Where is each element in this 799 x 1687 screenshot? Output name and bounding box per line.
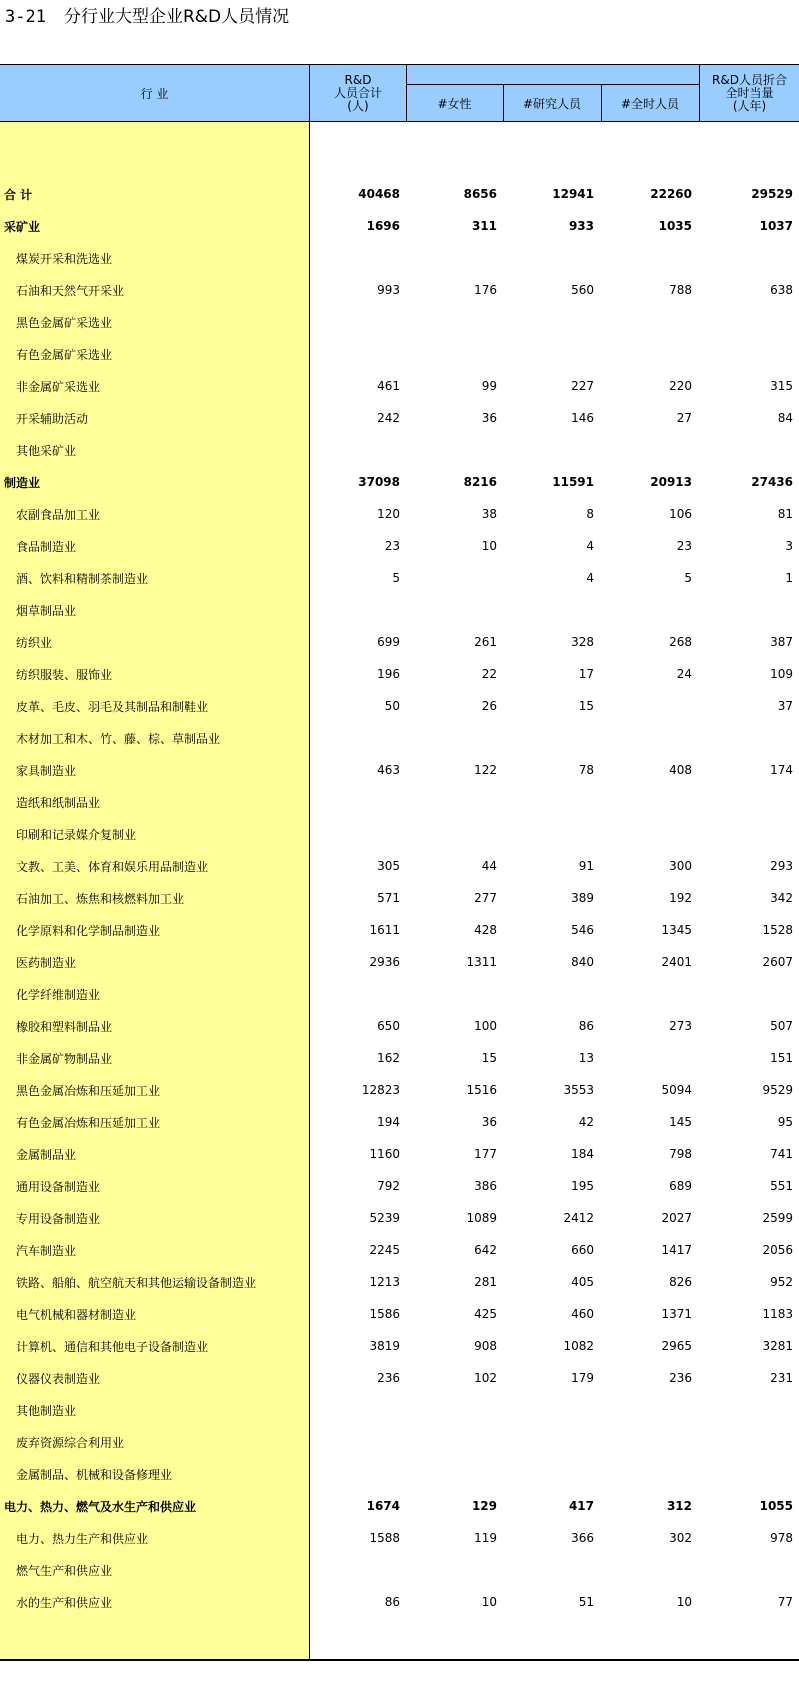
table-row [0, 722, 799, 754]
header-fte-line3: (人年) [732, 98, 767, 113]
row-label: 废弃资源综合利用业 [16, 1435, 125, 1450]
cell-fte: 81 [777, 507, 793, 521]
cell-total: 650 [377, 1019, 400, 1033]
cell-fte: 638 [770, 283, 793, 297]
row-label: 纺织业 [16, 635, 53, 650]
row-label: 通用设备制造业 [16, 1179, 101, 1194]
cell-fte: 978 [770, 1531, 793, 1545]
row-label: 皮革、毛皮、羽毛及其制品和制鞋业 [16, 699, 209, 714]
cell-female: 102 [474, 1371, 497, 1385]
row-label: 造纸和纸制品业 [16, 795, 101, 810]
cell-total: 993 [377, 283, 400, 297]
cell-total: 1213 [369, 1275, 400, 1289]
cell-researchers: 51 [578, 1595, 594, 1609]
table-row [0, 1458, 799, 1490]
row-label: 烟草制品业 [16, 603, 77, 618]
cell-female: 1516 [466, 1083, 497, 1097]
table-row [0, 1010, 799, 1042]
cell-fulltime: 302 [669, 1531, 692, 1545]
row-label: 黑色金属冶炼和压延加工业 [16, 1083, 161, 1098]
row-label: 有色金属矿采选业 [16, 347, 113, 362]
row-label: 有色金属冶炼和压延加工业 [16, 1115, 161, 1130]
table-row [0, 530, 799, 562]
cell-researchers: 933 [568, 219, 594, 233]
cell-female: 1311 [466, 955, 497, 969]
cell-researchers: 12941 [552, 187, 594, 201]
cell-female: 177 [474, 1147, 497, 1161]
cell-fte: 1 [785, 571, 793, 585]
cell-researchers: 13 [578, 1051, 594, 1065]
table-row [0, 1106, 799, 1138]
cell-female: 277 [474, 891, 497, 905]
cell-total: 2245 [369, 1243, 400, 1257]
row-label: 其他采矿业 [16, 443, 77, 458]
cell-fte: 174 [770, 763, 793, 777]
cell-fte: 27436 [751, 475, 793, 489]
cell-female: 311 [471, 219, 497, 233]
cell-fte: 84 [777, 411, 793, 425]
table-row [0, 1042, 799, 1074]
cell-female: 100 [474, 1019, 497, 1033]
cell-fte: 2056 [762, 1243, 793, 1257]
cell-fulltime: 788 [669, 283, 692, 297]
cell-fte: 342 [770, 891, 793, 905]
table-row [0, 850, 799, 882]
table-row [0, 1138, 799, 1170]
row-label: 化学原料和化学制品制造业 [16, 923, 161, 938]
table-row [0, 402, 799, 434]
table-header [0, 64, 799, 122]
table-row [0, 754, 799, 786]
header-total-line3: (人) [347, 98, 369, 113]
row-label: 医药制造业 [16, 955, 77, 970]
cell-fulltime: 27 [676, 411, 692, 425]
cell-female: 129 [471, 1499, 497, 1513]
cell-total: 1588 [369, 1531, 400, 1545]
cell-fulltime: 5 [684, 571, 692, 585]
cell-total: 120 [377, 507, 400, 521]
row-label: 非金属矿物制品业 [16, 1051, 113, 1066]
cell-researchers: 4 [586, 539, 594, 553]
cell-female: 642 [474, 1243, 497, 1257]
header-industry: 行 业 [140, 86, 169, 101]
cell-total: 699 [377, 635, 400, 649]
cell-fte: 293 [770, 859, 793, 873]
cell-researchers: 1082 [563, 1339, 594, 1353]
table-row [0, 434, 799, 466]
cell-total: 1674 [366, 1499, 400, 1513]
cell-total: 50 [384, 699, 400, 713]
row-label: 专用设备制造业 [16, 1211, 101, 1226]
table-row [0, 1586, 799, 1618]
cell-female: 261 [474, 635, 497, 649]
cell-fulltime: 1371 [661, 1307, 692, 1321]
cell-total: 194 [377, 1115, 400, 1129]
cell-researchers: 11591 [552, 475, 594, 489]
cell-researchers: 405 [571, 1275, 594, 1289]
table-row [0, 626, 799, 658]
header-fte [700, 65, 799, 121]
table-number: 3-21 [5, 7, 46, 27]
table-row [0, 1394, 799, 1426]
cell-female: 99 [481, 379, 497, 393]
cell-fte: 95 [777, 1115, 793, 1129]
row-label: 石油和天然气开采业 [16, 283, 125, 298]
table-row [0, 882, 799, 914]
cell-fte: 9529 [762, 1083, 793, 1097]
cell-female: 122 [474, 763, 497, 777]
cell-researchers: 184 [571, 1147, 594, 1161]
cell-fulltime: 10 [676, 1595, 692, 1609]
cell-fulltime: 300 [669, 859, 692, 873]
header-total-line1: R&D [344, 72, 372, 87]
cell-researchers: 3553 [563, 1083, 594, 1097]
row-label: 文教、工美、体育和娱乐用品制造业 [16, 859, 209, 874]
cell-total: 1586 [369, 1307, 400, 1321]
cell-total: 3819 [369, 1339, 400, 1353]
row-label: 其他制造业 [16, 1403, 77, 1418]
header-total-line2: 人员合计 [333, 85, 382, 100]
page-title [5, 7, 289, 27]
cell-researchers: 146 [571, 411, 594, 425]
cell-total: 1611 [369, 923, 400, 937]
table-row [0, 1074, 799, 1106]
row-label: 电力、热力、燃气及水生产和供应业 [4, 1499, 197, 1514]
cell-total: 5 [392, 571, 400, 585]
table-row [0, 306, 799, 338]
cell-fulltime: 1345 [661, 923, 692, 937]
table-row [0, 594, 799, 626]
cell-total: 461 [377, 379, 400, 393]
cell-total: 162 [377, 1051, 400, 1065]
row-label: 橡胶和塑料制品业 [16, 1019, 113, 1034]
cell-fulltime: 1417 [661, 1243, 692, 1257]
row-label: 印刷和记录媒介复制业 [16, 827, 137, 842]
cell-researchers: 227 [571, 379, 594, 393]
table-row [0, 1330, 799, 1362]
cell-fte: 77 [777, 1595, 793, 1609]
cell-fulltime: 312 [666, 1499, 692, 1513]
row-label: 计算机、通信和其他电子设备制造业 [16, 1339, 209, 1354]
cell-total: 86 [384, 1595, 400, 1609]
row-label: 化学纤维制造业 [16, 987, 101, 1002]
cell-female: 119 [474, 1531, 497, 1545]
row-label: 石油加工、炼焦和核燃料加工业 [16, 891, 185, 906]
row-label: 采矿业 [4, 219, 41, 234]
cell-fte: 151 [770, 1051, 793, 1065]
table-row [0, 914, 799, 946]
cell-fte: 551 [770, 1179, 793, 1193]
cell-total: 571 [377, 891, 400, 905]
cell-fulltime: 273 [669, 1019, 692, 1033]
table-row [0, 1266, 799, 1298]
table-row [0, 978, 799, 1010]
cell-researchers: 91 [578, 859, 594, 873]
table-row [0, 498, 799, 530]
cell-researchers: 17 [578, 667, 594, 681]
row-label: 电气机械和器材制造业 [16, 1307, 137, 1322]
cell-fte: 741 [770, 1147, 793, 1161]
table-row [0, 178, 799, 210]
cell-total: 236 [377, 1371, 400, 1385]
cell-researchers: 417 [568, 1499, 594, 1513]
cell-researchers: 660 [571, 1243, 594, 1257]
cell-fulltime: 2027 [661, 1211, 692, 1225]
cell-researchers: 389 [571, 891, 594, 905]
table-row [0, 1298, 799, 1330]
cell-fulltime: 798 [669, 1147, 692, 1161]
cell-female: 8656 [463, 187, 497, 201]
cell-fulltime: 192 [669, 891, 692, 905]
row-label: 燃气生产和供应业 [16, 1563, 113, 1578]
cell-total: 242 [377, 411, 400, 425]
row-label: 非金属矿采选业 [16, 379, 101, 394]
cell-total: 1160 [369, 1147, 400, 1161]
cell-fulltime: 826 [669, 1275, 692, 1289]
cell-fulltime: 23 [676, 539, 692, 553]
header-fulltime: #全时人员 [601, 84, 699, 122]
table-row [0, 1426, 799, 1458]
cell-female: 428 [474, 923, 497, 937]
header-researchers: #研究人员 [503, 84, 601, 122]
cell-female: 36 [481, 1115, 497, 1129]
cell-female: 38 [481, 507, 497, 521]
cell-researchers: 328 [571, 635, 594, 649]
cell-fte: 2607 [762, 955, 793, 969]
cell-researchers: 2412 [563, 1211, 594, 1225]
table-row [0, 274, 799, 306]
table-row [0, 370, 799, 402]
cell-researchers: 366 [571, 1531, 594, 1545]
cell-researchers: 15 [578, 699, 594, 713]
table-row [0, 210, 799, 242]
cell-researchers: 4 [586, 571, 594, 585]
cell-fulltime: 5094 [661, 1083, 692, 1097]
cell-researchers: 8 [586, 507, 594, 521]
cell-fte: 1183 [762, 1307, 793, 1321]
table-row [0, 1554, 799, 1586]
header-fte-line1: R&D人员折合 [712, 72, 787, 87]
cell-fulltime: 220 [669, 379, 692, 393]
cell-fulltime: 24 [676, 667, 692, 681]
cell-total: 196 [377, 667, 400, 681]
cell-fulltime: 2965 [661, 1339, 692, 1353]
table-row [0, 1202, 799, 1234]
cell-female: 1089 [466, 1211, 497, 1225]
cell-fte: 1037 [759, 219, 793, 233]
row-label: 开采辅助活动 [16, 411, 89, 426]
cell-total: 2936 [369, 955, 400, 969]
table-row [0, 658, 799, 690]
table-row [0, 946, 799, 978]
cell-researchers: 560 [571, 283, 594, 297]
header-fte-line2: 全时当量 [725, 85, 774, 100]
header-female: #女性 [406, 84, 503, 122]
cell-female: 8216 [463, 475, 497, 489]
row-label: 仪器仪表制造业 [16, 1371, 101, 1386]
table-row [0, 818, 799, 850]
cell-researchers: 460 [571, 1307, 594, 1321]
row-label: 水的生产和供应业 [16, 1595, 113, 1610]
cell-fulltime: 236 [669, 1371, 692, 1385]
cell-female: 425 [474, 1307, 497, 1321]
cell-fte: 109 [770, 667, 793, 681]
cell-total: 23 [384, 539, 400, 553]
cell-fte: 952 [770, 1275, 793, 1289]
cell-female: 386 [474, 1179, 497, 1193]
cell-female: 44 [481, 859, 497, 873]
table-row [0, 1362, 799, 1394]
cell-fulltime: 268 [669, 635, 692, 649]
cell-total: 40468 [358, 187, 400, 201]
row-label: 金属制品、机械和设备修理业 [16, 1467, 173, 1482]
cell-female: 26 [481, 699, 497, 713]
table-row [0, 786, 799, 818]
cell-fte: 315 [770, 379, 793, 393]
cell-total: 5239 [369, 1211, 400, 1225]
cell-researchers: 179 [571, 1371, 594, 1385]
cell-researchers: 86 [578, 1019, 594, 1033]
cell-total: 305 [377, 859, 400, 873]
cell-fulltime: 20913 [650, 475, 692, 489]
row-label: 金属制品业 [16, 1147, 77, 1162]
row-label: 木材加工和木、竹、藤、棕、草制品业 [16, 731, 221, 746]
cell-female: 22 [481, 667, 497, 681]
cell-female: 10 [481, 1595, 497, 1609]
row-label: 酒、饮料和精制茶制造业 [16, 571, 149, 586]
cell-female: 15 [481, 1051, 497, 1065]
table-row [0, 466, 799, 498]
table-row [0, 1170, 799, 1202]
row-label: 合 计 [4, 187, 33, 202]
cell-fulltime: 1035 [658, 219, 692, 233]
cell-fulltime: 106 [669, 507, 692, 521]
cell-total: 12823 [361, 1083, 400, 1097]
row-label: 铁路、船舶、航空航天和其他运输设备制造业 [16, 1275, 257, 1290]
row-label: 家具制造业 [16, 763, 77, 778]
cell-female: 176 [474, 283, 497, 297]
cell-researchers: 840 [571, 955, 594, 969]
table-row [0, 1234, 799, 1266]
cell-researchers: 546 [571, 923, 594, 937]
cell-researchers: 195 [571, 1179, 594, 1193]
row-label: 煤炭开采和洗选业 [16, 251, 113, 266]
cell-fte: 2599 [762, 1211, 793, 1225]
cell-female: 908 [474, 1339, 497, 1353]
row-label: 制造业 [4, 475, 41, 490]
cell-fte: 1528 [762, 923, 793, 937]
row-label: 农副食品加工业 [16, 507, 101, 522]
cell-total: 792 [377, 1179, 400, 1193]
row-label: 黑色金属矿采选业 [16, 315, 113, 330]
table-row [0, 562, 799, 594]
cell-fte: 1055 [759, 1499, 793, 1513]
table-row [0, 1490, 799, 1522]
table-row [0, 338, 799, 370]
cell-fulltime: 22260 [650, 187, 692, 201]
cell-researchers: 78 [578, 763, 594, 777]
cell-fulltime: 2401 [661, 955, 692, 969]
cell-researchers: 42 [578, 1115, 594, 1129]
data-table [0, 64, 799, 1661]
row-label: 纺织服装、服饰业 [16, 667, 113, 682]
cell-female: 281 [474, 1275, 497, 1289]
row-label: 食品制造业 [16, 539, 77, 554]
cell-fte: 507 [770, 1019, 793, 1033]
table-row [0, 242, 799, 274]
cell-female: 10 [481, 539, 497, 553]
cell-fulltime: 408 [669, 763, 692, 777]
table-row [0, 1522, 799, 1554]
cell-fte: 3 [785, 539, 793, 553]
table-body [0, 122, 799, 1661]
row-label: 汽车制造业 [16, 1243, 77, 1258]
cell-fte: 231 [770, 1371, 793, 1385]
cell-total: 463 [377, 763, 400, 777]
cell-fte: 37 [777, 699, 793, 713]
cell-fulltime: 689 [669, 1179, 692, 1193]
cell-fte: 3281 [762, 1339, 793, 1353]
cell-fte: 387 [770, 635, 793, 649]
cell-female: 36 [481, 411, 497, 425]
cell-fte: 29529 [751, 187, 793, 201]
cell-total: 37098 [358, 475, 400, 489]
cell-fulltime: 145 [669, 1115, 692, 1129]
header-total [310, 65, 406, 121]
cell-total: 1696 [366, 219, 400, 233]
table-title: 分行业大型企业R&D人员情况 [63, 7, 290, 27]
row-label: 电力、热力生产和供应业 [16, 1531, 149, 1546]
table-row [0, 690, 799, 722]
